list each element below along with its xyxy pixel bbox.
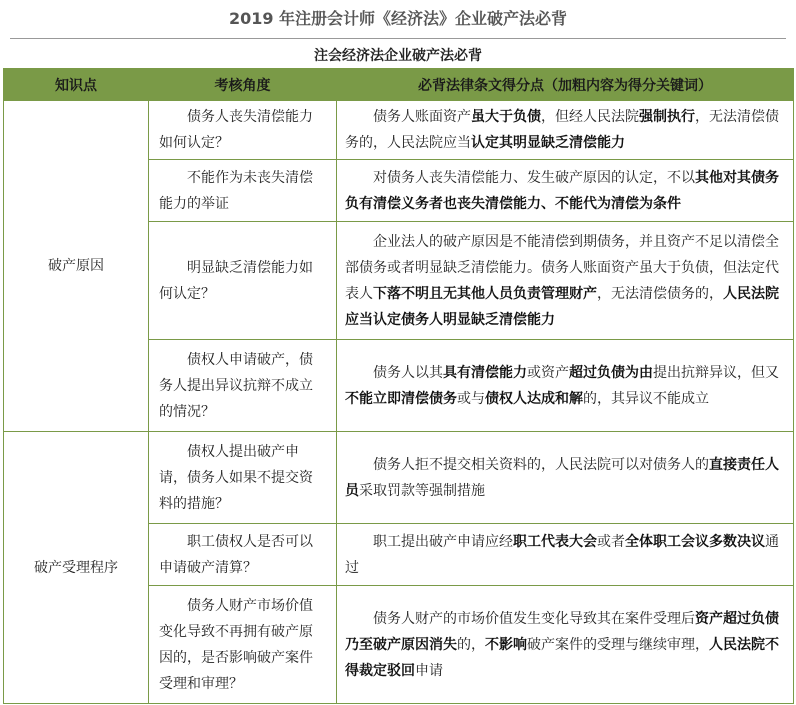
text-segment: 或资产: [527, 364, 569, 381]
text-segment: 企业法人的破产原因是不能清偿到期债务，并且资产不足以清偿全部债务或者明显缺乏清偿能力。债务人账面资产虽大于负债，但法定代表人: [345, 233, 779, 302]
table-row: [4, 101, 794, 160]
key-phrase: 资产超过负债乃至破产原因消失: [345, 610, 779, 653]
text-segment: 或者: [597, 533, 625, 550]
key-phrase: 直接责任人员: [345, 456, 779, 499]
table-title: 注会经济法企业破产法必背: [314, 48, 482, 64]
points-cell: [337, 432, 794, 524]
key-phrase: 其他对其债务负有清偿义务者也丧失清偿能力、不能代为清偿为条件: [345, 169, 779, 212]
knowledge-point-cell: 破产原因: [4, 101, 149, 432]
key-phrase: 人民法院应当认定债务人明显缺乏清偿能力: [345, 285, 779, 328]
angle-cell: 职工债权人是否可以申请破产清算？: [149, 524, 337, 586]
key-phrase: 债权人达成和解: [485, 390, 583, 407]
bankruptcy-law-table: [3, 68, 794, 704]
text-segment: 破产案件的受理与继续审理，: [527, 636, 709, 653]
text-segment: 债务人以其: [373, 364, 443, 381]
points-cell: [337, 160, 794, 222]
key-phrase: 强制执行: [639, 109, 695, 125]
column-header-angle: 考核角度: [149, 69, 337, 101]
table-row: [4, 432, 794, 524]
key-phrase: 下落不明且无其他人员负责管理财产: [373, 285, 597, 302]
text-segment: 申请: [415, 662, 443, 679]
text-segment: 的，: [457, 636, 485, 653]
angle-cell: 债务人财产市场价值变化导致不再拥有破产原因的，是否影响破产案件受理和审理？: [149, 586, 337, 704]
angle-cell: 债权人提出破产申请，债务人如果不提交资料的措施？: [149, 432, 337, 524]
text-segment: ，但经人民法院: [541, 109, 639, 125]
text-segment: ，无法清偿债务的，: [597, 285, 723, 302]
text-segment: 或与: [457, 390, 485, 407]
text-segment: 提出抗辩异议，但又: [653, 364, 779, 381]
key-phrase: 认定其明显缺乏清偿能力: [471, 135, 625, 151]
angle-cell: 不能作为未丧失清偿能力的举证: [149, 160, 337, 222]
key-phrase: 不能立即清偿债务: [345, 390, 457, 407]
header-divider: [10, 38, 786, 39]
key-phrase: 职工代表大会: [513, 533, 597, 550]
angle-cell: 债务人丧失清偿能力如何认定？: [149, 101, 337, 160]
points-cell: [337, 222, 794, 340]
angle-cell: 债权人申请破产，债务人提出异议抗辩不成立的情况？: [149, 340, 337, 432]
points-cell: [337, 586, 794, 704]
knowledge-point-cell: 破产受理程序: [4, 432, 149, 704]
text-segment: 对债务人丧失清偿能力、发生破产原因的认定，不以: [373, 169, 695, 186]
key-phrase: 具有清偿能力: [443, 364, 527, 381]
text-segment: 采取罚款等强制措施: [359, 482, 485, 499]
text-segment: 的，其异议不能成立: [583, 390, 709, 407]
document-header: 2019 年注册会计师《经济法》企业破产法必背: [228, 9, 568, 28]
points-cell: [337, 524, 794, 586]
key-phrase: 人民法院不得裁定驳回: [345, 636, 779, 679]
key-phrase: 全体职工会议多数决议: [625, 533, 765, 550]
text-segment: ，无法清偿债务的，人民法院应当: [345, 109, 779, 151]
table-header-row: [4, 69, 794, 101]
key-phrase: 虽大于负债: [471, 109, 541, 125]
text-segment: 职工提出破产申请应经: [373, 533, 513, 550]
text-segment: 债务人财产的市场价值发生变化导致其在案件受理后: [373, 610, 695, 627]
column-header-knowledge-point: 知识点: [4, 69, 149, 101]
text-segment: 债务人账面资产: [373, 109, 471, 125]
text-segment: 债务人拒不提交相关资料的，人民法院可以对债务人的: [373, 456, 709, 473]
text-segment: 通过: [345, 533, 779, 576]
key-phrase: 超过负债为由: [569, 364, 653, 381]
column-header-points: 必背法律条文得分点（加粗内容为得分关键词）: [337, 69, 794, 101]
points-cell: [337, 340, 794, 432]
angle-cell: 明显缺乏清偿能力如何认定？: [149, 222, 337, 340]
key-phrase: 不影响: [485, 636, 527, 653]
points-cell: [337, 101, 794, 160]
